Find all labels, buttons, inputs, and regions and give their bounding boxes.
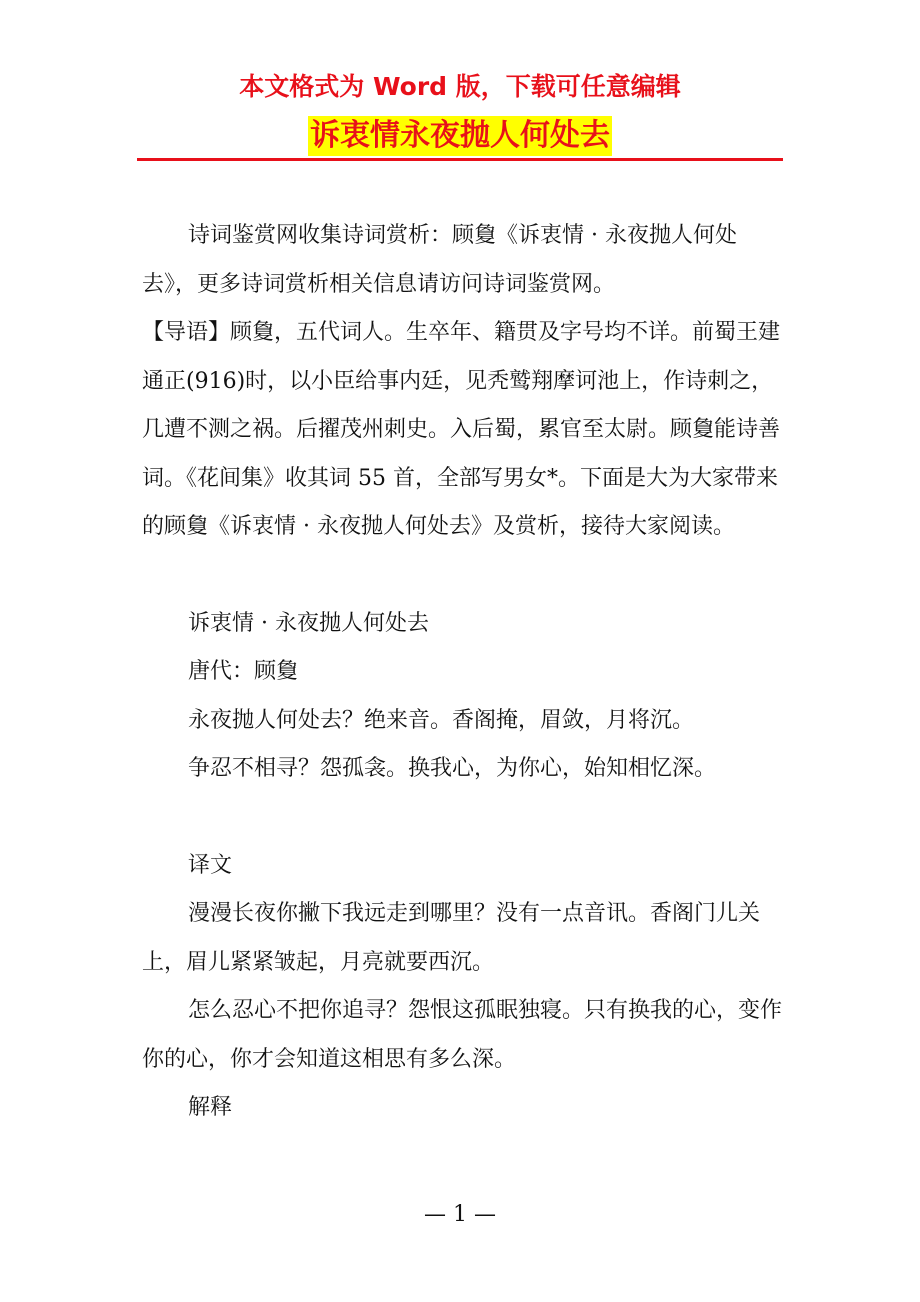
poem-title: 诉衷情 · 永夜抛人何处去: [188, 610, 429, 636]
title-container: [0, 116, 920, 156]
spacer: [142, 794, 782, 842]
poem-line: 永夜抛人何处去？绝来音。香阁掩，眉敛，月将沉。: [188, 707, 695, 733]
translation-paragraph: 怎么忍心不把你追寻？怨恨这孤眠独寝。只有换我的心，变作你的心，你才会知道这相思有多么深。: [142, 998, 783, 1072]
document-title: 诉衷情永夜抛人何处去: [308, 116, 612, 156]
poem-line: 争忍不相寻？怨孤衾。换我心，为你心，始知相忆深。: [188, 756, 717, 781]
notes-heading: 解释: [188, 1095, 233, 1120]
preface-paragraph: 【导语】顾敻，五代词人。生卒年、籍贯及字号均不详。前蜀王建通正(916)时，以小臣给事内廷，见秃鹫翔摩诃池上，作诗刺之，几遭不测之祸。后擢茂州刺史。入后蜀，累官至太尉。顾敻能诗善词。《花间集》收其词 55 首，全部写男女*。下面是大为大家带来的顾敻《诉衷情 · 永夜抛人何处去》及赏析，接待大家阅读。: [142, 320, 781, 539]
translation-paragraph: 漫漫长夜你撇下我远走到哪里？没有一点音讯。香阁门儿关上，眉儿紧紧皱起，月亮就要西沉。: [142, 901, 761, 975]
intro-paragraph: 诗词鉴赏网收集诗词赏析：顾敻《诉衷情 · 永夜抛人何处去》，更多诗词赏析相关信息请访问诗词鉴赏网。: [142, 223, 737, 297]
document-body: [142, 212, 782, 1133]
format-notice-banner: 本文格式为 Word 版，下载可任意编辑: [239, 72, 681, 101]
spacer: [142, 552, 782, 600]
translation-heading: 译文: [188, 852, 233, 878]
page-number: — 1 —: [424, 1202, 496, 1227]
poem-author: 唐代：顾敻: [188, 659, 299, 684]
title-divider: [137, 158, 783, 161]
